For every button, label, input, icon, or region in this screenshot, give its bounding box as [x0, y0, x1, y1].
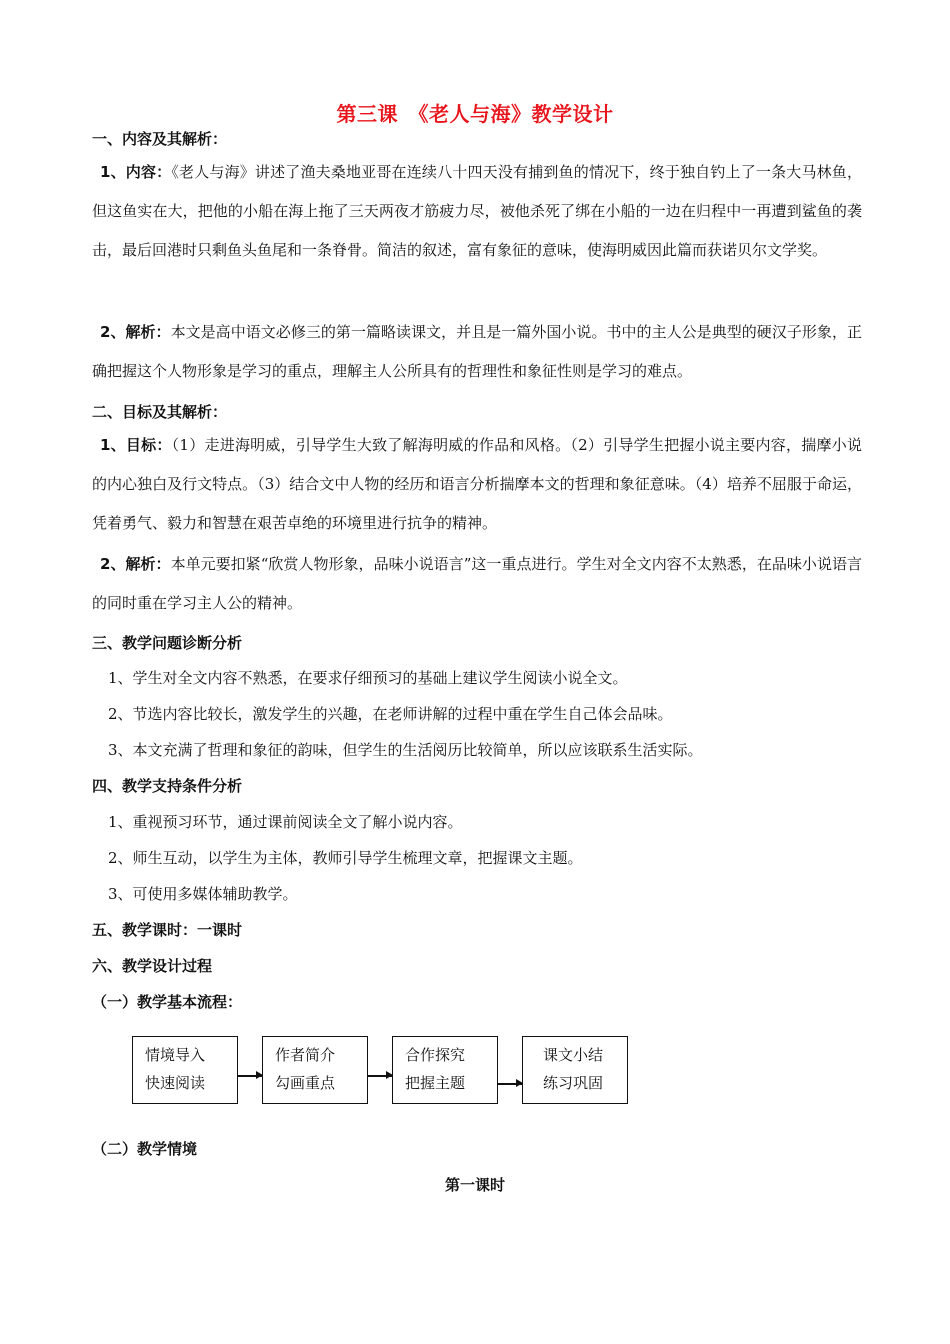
- support-item: 2、师生互动，以学生为主体，教师引导学生梳理文章，把握课文主题。: [108, 849, 583, 867]
- flow-arrow: [238, 1075, 262, 1077]
- goals-analysis-paragraph: [92, 545, 862, 623]
- support-item: 1、重视预习环节，通过课前阅读全文了解小说内容。: [108, 813, 463, 831]
- content-paragraph: [92, 153, 862, 270]
- flow-step-1: [132, 1036, 238, 1104]
- analysis-label: 2、解析：: [100, 323, 171, 341]
- section-heading-goals: 二、目标及其解析：: [92, 403, 228, 421]
- flow-step-4-line2: 练习巩固: [543, 1074, 604, 1092]
- flow-step-3-line1: 合作探究: [405, 1046, 466, 1064]
- section-heading-content: 一、内容及其解析：: [92, 130, 228, 148]
- goals-paragraph: [92, 426, 862, 543]
- page-title: 第三课 《老人与海》教学设计: [336, 102, 614, 126]
- flow-step-2-line2: 勾画重点: [275, 1074, 336, 1092]
- subheading-situation: （二）教学情境: [92, 1140, 198, 1158]
- diagnosis-item: 1、学生对全文内容不熟悉，在要求仔细预习的基础上建议学生阅读小说全文。: [108, 669, 628, 687]
- section-heading-support: 四、教学支持条件分析: [92, 777, 243, 795]
- flow-step-1-line1: 情境导入: [145, 1046, 206, 1064]
- section-heading-hours: 五、教学课时：一课时: [92, 921, 243, 939]
- flow-step-3-line2: 把握主题: [405, 1074, 466, 1092]
- goals-analysis-label: 2、解析：: [100, 555, 171, 573]
- flow-step-2-line1: 作者简介: [275, 1046, 336, 1064]
- subheading-flow: （一）教学基本流程：: [92, 993, 243, 1011]
- goals-analysis-text: 本单元要扣紧“欣赏人物形象，品味小说语言”这一重点进行。学生对全文内容不太熟悉，在品味小说语言的同时重在学习主人公的精神。: [92, 555, 863, 612]
- lesson-period-heading: 第一课时: [444, 1176, 505, 1194]
- goals-text: （1）走进海明威，引导学生大致了解海明威的作品和风格。（2）引导学生把握小说主要内容，揣摩小说的内心独白及行文特点。（3）结合文中人物的经历和语言分析揣摩本文的哲理和象征意味。（4）培养不屈服于命运，凭着勇气、毅力和智慧在艰苦卓绝的环境里进行抗争的精神。: [92, 436, 863, 532]
- section-heading-process: 六、教学设计过程: [92, 957, 213, 975]
- content-label: 1、内容：: [100, 163, 172, 181]
- diagnosis-item: 2、节选内容比较长，激发学生的兴趣，在老师讲解的过程中重在学生自己体会品味。: [108, 705, 673, 723]
- flow-step-2: [262, 1036, 368, 1104]
- flow-step-1-line2: 快速阅读: [145, 1074, 206, 1092]
- section-heading-diagnosis: 三、教学问题诊断分析: [92, 634, 243, 652]
- content-text: 《老人与海》讲述了渔夫桑地亚哥在连续八十四天没有捕到鱼的情况下，终于独自钓上了一条大马林鱼，但这鱼实在大，把他的小船在海上拖了三天两夜才筋疲力尽，被他杀死了绑在小船的一边在归程中一再遭到鲨鱼的袭击，最后回港时只剩鱼头鱼尾和一条脊骨。简洁的叙述，富有象征的意味，使海明威因此篇而获诺贝尔文学奖。: [92, 163, 862, 259]
- support-item: 3、可使用多媒体辅助教学。: [108, 885, 298, 903]
- goals-label: 1、目标：: [100, 436, 172, 454]
- flow-arrow: [498, 1083, 522, 1085]
- flow-step-4-line1: 课文小结: [543, 1046, 604, 1064]
- flow-step-3: [392, 1036, 498, 1104]
- flow-step-4: [522, 1036, 628, 1104]
- analysis-text: 本文是高中语文必修三的第一篇略读课文，并且是一篇外国小说。书中的主人公是典型的硬汉子形象，正确把握这个人物形象是学习的重点，理解主人公所具有的哲理性和象征性则是学习的难点。: [92, 323, 862, 380]
- diagnosis-item: 3、本文充满了哲理和象征的韵味，但学生的生活阅历比较简单，所以应该联系生活实际。: [108, 741, 703, 759]
- flow-arrow: [368, 1075, 392, 1077]
- analysis-paragraph: [92, 313, 862, 391]
